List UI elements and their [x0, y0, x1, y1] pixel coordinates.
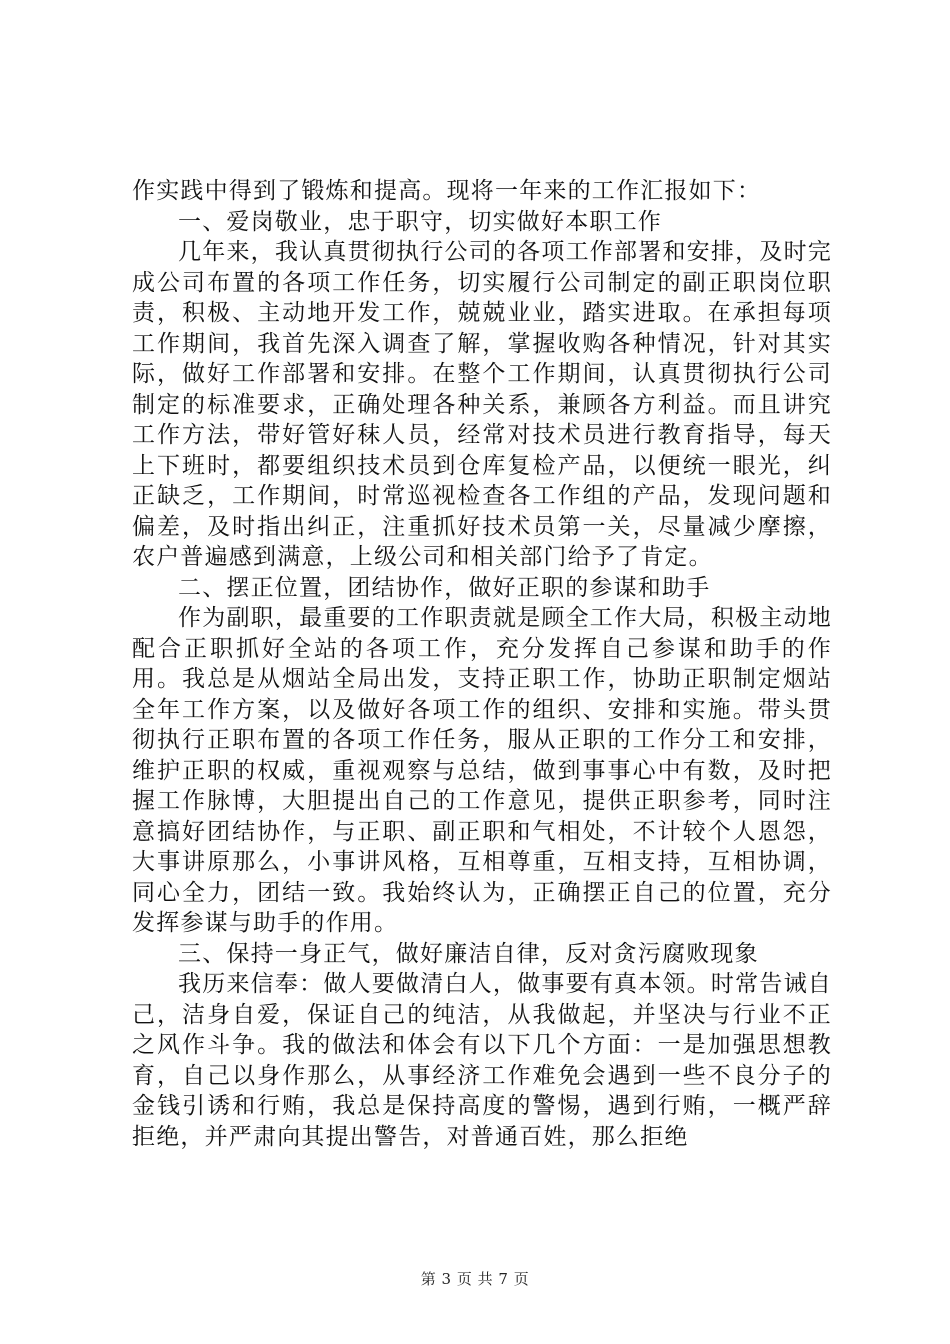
paragraph-continuation: 作实践中得到了锻炼和提高。现将一年来的工作汇报如下：: [132, 178, 762, 204]
paragraph-section-2: 作为副职，最重要的工作职责就是顾全工作大局，积极主动地配合正职抓好全站的各项工作，充分发挥自己参谋和助手的作用。我总是从烟站全局出发，支持正职工作，协助正职制定烟站全年工作方案，以及做好各项工作的组织、安排和实施。带头贯彻执行正职布置的各项工作任务，服从正职的工作分工和安排，维护正职的权威，重视观察与总结，做到事事心中有数，及时把握工作脉博，大胆提出自己的工作意见，提供正职参考，同时注意搞好团结协作，与正职、副正职和气相处，不计较个人恩怨，大事讲原那么，小事讲风格，互相尊重，互相支持，互相协调，同心全力，团结一致。我始终认为，正确摆正自己的位置，充分发挥参谋与助手的作用。: [132, 605, 832, 936]
section-heading-1: 一、爱岗敬业，忠于职守，切实做好本职工作: [178, 208, 662, 235]
document-body: [132, 176, 832, 1152]
paragraph-section-1: 几年来，我认真贯彻执行公司的各项工作部署和安排，及时完成公司布置的各项工作任务，切实履行公司制定的副正职岗位职责，积极、主动地开发工作，兢兢业业，踏实进取。在承担每项工作期间，我首先深入调查了解，掌握收购各种情况，针对其实际，做好工作部署和安排。在整个工作期间，认真贯彻执行公司制定的标准要求，正确处理各种关系，兼顾各方利益。而且讲究工作方法，带好管好秣人员，经常对技术员进行教育指导，每天上下班时，都要组织技术员到仓库复检产品，以便统一眼光，纠正缺乏，工作期间，时常巡视检查各工作组的产品，发现问题和偏差，及时指出纠正，注重抓好技术员第一关，尽量减少摩擦，农户普遍感到满意，上级公司和相关部门给予了肯定。: [132, 239, 832, 570]
page-number-footer: 第 3 页 共 7 页: [420, 1270, 530, 1288]
section-heading-3: 三、保持一身正气，做好廉洁自律，反对贪污腐败现象: [178, 940, 759, 967]
paragraph-section-3: 我历来信奉：做人要做清白人，做事要有真本领。时常告诫自己，洁身自爱，保证自己的纯洁，从我做起，并坚决与行业不正之风作斗争。我的做法和体会有以下几个方面：一是加强思想教育，自己以身作那么，从事经济工作难免会遇到一些不良分子的金钱引诱和行贿，我总是保持高度的警惕，遇到行贿，一概严辞拒绝，并严肃向其提出警告，对普通百姓，那么拒绝: [132, 971, 832, 1150]
section-heading-2: 二、摆正位置，团结协作，做好正职的参谋和助手: [178, 574, 711, 601]
